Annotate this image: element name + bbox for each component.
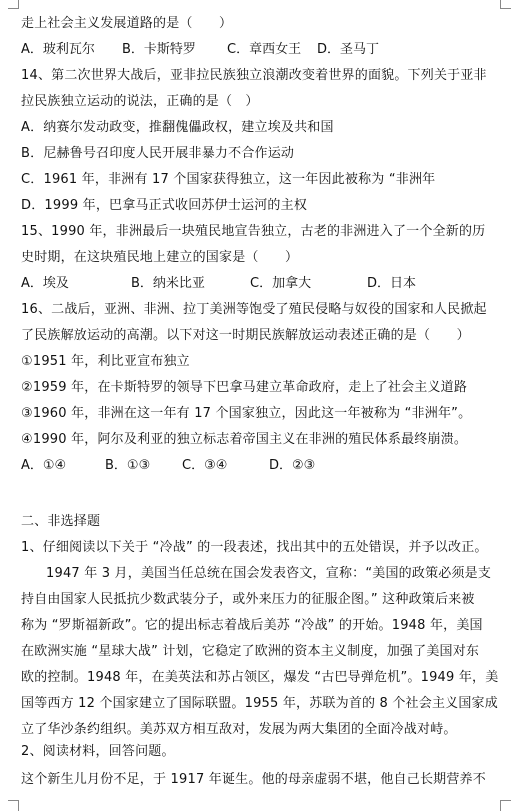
option-c: C．加拿大 [250, 276, 312, 291]
page-corner-mark [8, 800, 19, 811]
q16-statement-3: ③1960 年，非洲在这一年有 17 个国家独立，因此这一年被称为 “非洲年”。 [21, 406, 472, 421]
option-c: C．章西女王 [227, 42, 302, 57]
q16-statement-4: ④1990 年，阿尔及利亚的独立标志着帝国主义在非洲的殖民体系最终崩溃。 [21, 432, 468, 447]
option-b: B．卡斯特罗 [122, 42, 196, 57]
q1-prompt: 1、仔细阅读以下关于 “冷战” 的一段表述，找出其中的五处错误，并予以改正。 [21, 540, 488, 555]
page-corner-mark [500, 800, 511, 811]
q1-passage-line: 持自由国家人民抵抗少数武装分子，或外来压力的征服企图。” 这种政策后来被 [21, 592, 475, 607]
option-a: A．埃及 [21, 276, 69, 291]
q13-stem-tail: 走上社会主义发展道路的是（ ） [21, 16, 233, 31]
page-corner-mark [500, 0, 511, 9]
q1-passage-line: 称为 “罗斯福新政”。它的提出标志着战后美苏 “冷战” 的开始。1948 年，美国 [21, 618, 483, 633]
q14-stem: 拉民族独立运动的说法，正确的是（ ） [21, 94, 259, 109]
option-d: D．日本 [367, 276, 417, 291]
q14-stem: 14、第二次世界大战后，亚非拉民族独立浪潮改变着世界的面貌。下列关于亚非 [21, 68, 487, 83]
q1-passage-line: 在欧洲实施 “星球大战” 计划，它稳定了欧洲的资本主义制度，加强了美国对东 [21, 644, 480, 659]
q1-passage-line: 国等西方 12 个国家建立了国际联盟。1955 年，苏联为首的 8 个社会主义国家成 [21, 696, 498, 711]
q14-option-b: B．尼赫鲁号召印度人民开展非暴力不合作运动 [21, 146, 295, 161]
option-b: B．①③ [105, 458, 151, 473]
q14-option-d: D．1999 年，巴拿马正式收回苏伊士运河的主权 [21, 198, 308, 213]
q15-stem: 15、1990 年，非洲最后一块殖民地宣告独立，古老的非洲进入了一个全新的历 [21, 224, 486, 239]
section-heading: 二、非选择题 [21, 514, 101, 529]
option-d: D．②③ [269, 458, 316, 473]
q1-passage-line: 1947 年 3 月，美国当任总统在国会发表咨文，宣称：“美国的政策必须是支 [46, 566, 492, 581]
q1-passage-line: 立了华沙条约组织。美苏双方相互敌对，发展为两大集团的全面冷战对峙。 [21, 722, 457, 737]
q16-statement-1: ①1951 年，利比亚宣布独立 [21, 354, 190, 369]
page-corner-mark [8, 0, 19, 9]
q2-material-line: 这个新生儿月份不足，于 1917 年诞生。他的母亲虚弱不堪，他自己长期营养不 [21, 772, 486, 787]
q2-prompt: 2、阅读材料，回答问题。 [21, 744, 175, 759]
option-d: D．圣马丁 [317, 42, 380, 57]
q16-statement-2: ②1959 年，在卡斯特罗的领导下巴拿马建立革命政府，走上了社会主义道路 [21, 380, 468, 395]
option-c: C．③④ [182, 458, 228, 473]
option-a: A．①④ [21, 458, 67, 473]
option-b: B．纳米比亚 [131, 276, 205, 291]
q14-option-c: C．1961 年，非洲有 17 个国家获得独立，这一年因此被称为 “非洲年 [21, 172, 436, 187]
q14-option-a: A．纳赛尔发动政变，推翻傀儡政权，建立埃及共和国 [21, 120, 334, 135]
q16-stem: 16、二战后，亚洲、非洲、拉丁美洲等饱受了殖民侵略与奴役的国家和人民掀起 [21, 302, 487, 317]
q16-stem: 了民族解放运动的高潮。以下对这一时期民族解放运动表述正确的是（ ） [21, 328, 470, 343]
q15-stem: 史时期，在这块殖民地上建立的国家是（ ） [21, 250, 299, 265]
option-a: A．玻利瓦尔 [21, 42, 95, 57]
q1-passage-line: 欧的控制。1948 年，在美英法和苏占领区，爆发 “古巴导弹危机”。1949 年，美 [21, 670, 499, 685]
